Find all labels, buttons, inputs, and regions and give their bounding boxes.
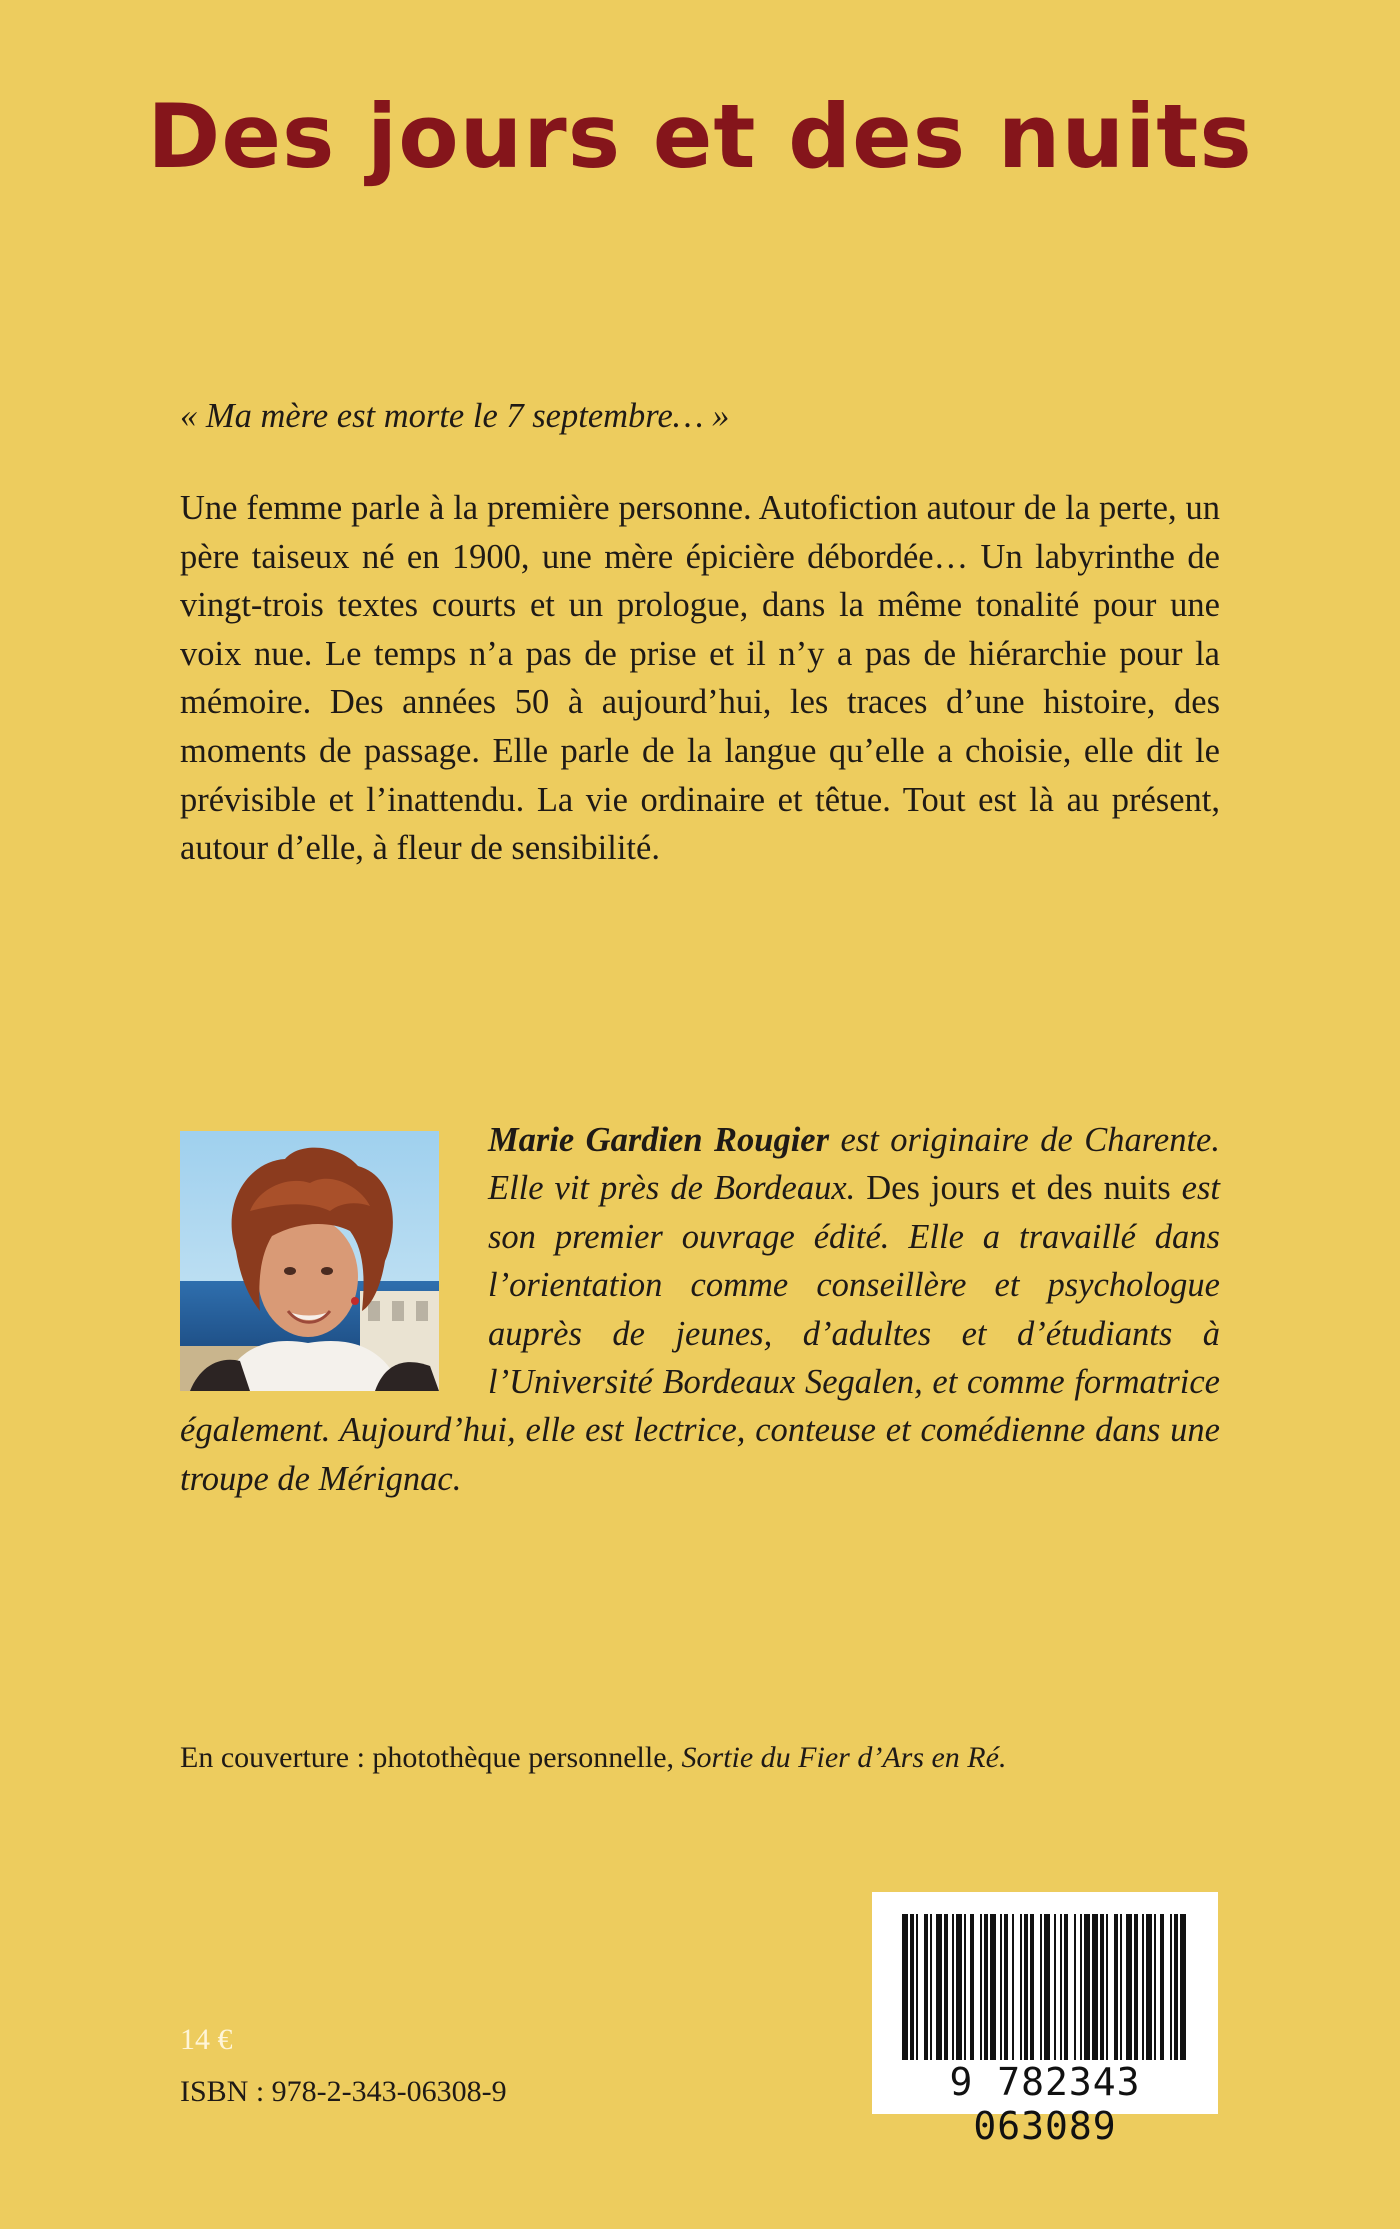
bio-book-title: Des jours et des nuits [866,1169,1171,1208]
barcode-bar [924,1914,928,2060]
barcode-bar [1084,1914,1090,2060]
barcode-bar [1054,1914,1056,2060]
barcode-bar [1126,1914,1132,2060]
barcode-bar [1024,1914,1028,2060]
barcode-bar [980,1914,982,2060]
barcode-bar [1064,1914,1068,2060]
barcode-bar [1004,1914,1008,2060]
barcode-bar [1106,1914,1108,2060]
credit-photo-title: Sortie du Fier d’Ars en Ré. [681,1741,1007,1774]
barcode-bar [1180,1914,1186,2060]
barcode-bar [1142,1914,1144,2060]
barcode-bar [1000,1914,1002,2060]
barcode-bar [1020,1914,1022,2060]
barcode-bar [916,1914,918,2060]
barcode-bar [1030,1914,1034,2060]
book-title: Des jours et des nuits [147,85,1253,188]
barcode-bar [1044,1914,1050,2060]
barcode-bar [910,1914,914,2060]
price-label: 14 € [180,2023,233,2056]
barcode-bar [1100,1914,1104,2060]
barcode-bar [1040,1914,1042,2060]
barcode-bar [1134,1914,1138,2060]
barcode-bar [1146,1914,1152,2060]
isbn-label: ISBN : 978-2-343-06308-9 [180,2075,507,2108]
epigraph-quote: « Ma mère est morte le 7 septembre… » [180,397,730,435]
barcode-bar [1120,1914,1122,2060]
cover-photo-credit [180,1738,1220,1778]
barcode-bar [952,1914,954,2060]
barcode-bar [964,1914,966,2060]
synopsis-paragraph: Une femme parle à la première personne. Autofiction autour de la perte, un père taiseux né en 1900, une mère épicière débordée… Un labyrinthe de vingt-trois textes courts et un prologue, dans la même tonalité pour une voix nue. Le temps n’a pas de prise et il n’y a pas de hiérarchie pour la mémoire. Des années 50 à aujourd’hui, les traces d’une histoire, des moments de passage. Elle parle de la langue qu’elle a choisie, elle dit le prévisible et l’inattendu. La vie ordinaire et têtue. Tout est là au présent, autour d’elle, à fleur de sensibilité. [180,489,1220,868]
barcode-digits: 9 782343 063089 [949,2060,1141,2148]
barcode-bar [944,1914,948,2060]
photo-spacer [180,1116,488,1398]
barcode-bar [902,1914,908,2060]
barcode-bar [1114,1914,1118,2060]
barcode-bar [1092,1914,1098,2060]
barcode-bar [984,1914,988,2060]
author-biography [180,1116,1220,1503]
barcode-bar [1160,1914,1164,2060]
barcode-bar [1012,1914,1014,2060]
barcode-bar [1174,1914,1178,2060]
barcode-bar [990,1914,996,2060]
credit-prefix: En couverture : photothèque personnelle, [180,1741,682,1774]
barcode-bar [956,1914,962,2060]
barcode-bar [970,1914,974,2060]
barcode-bar [1154,1914,1156,2060]
bio-text-part-2: est son premier ouvrage édité. Elle a travaillé dans l’orientation comme conseillère et psychologue auprès de jeunes, d’adultes et d’étudiants à l’Université Bordeaux Segalen, et comme formatrice également. Aujourd’hui, elle est lectrice, conteuse et comédienne dans une troupe de Mérignac. [180,1169,1220,1498]
barcode-bar [1170,1914,1172,2060]
barcode-bar [1074,1914,1076,2060]
barcode-bar [1060,1914,1062,2060]
barcode-bar [936,1914,942,2060]
isbn-barcode [872,1892,1218,2148]
bio-text-part-1: est originaire de Charente. Elle vit près de Bordeaux. [488,1121,1220,1208]
barcode-bar [930,1914,932,2060]
author-name: Marie Gardien Rougier [488,1121,830,1159]
barcode-bar [1080,1914,1082,2060]
